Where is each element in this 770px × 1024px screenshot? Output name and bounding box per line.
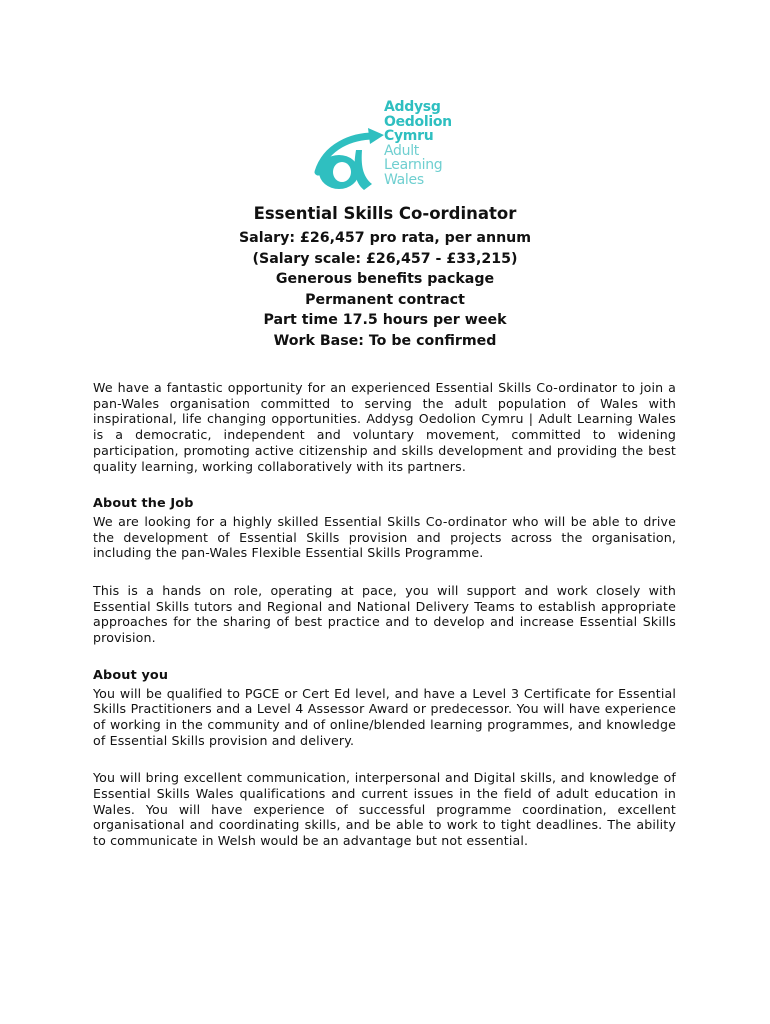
intro-paragraph: We have a fantastic opportunity for an experienced Essential Skills Co-ordinator to join a pan-Wales organisation committed to serving the adult population of Wales with inspirational, life changing opportunities. Addysg Oedolion Cymru | Adult Learning Wales is a democratic, independent and voluntary movement, committed to widening participation, promoting active citizenship and skills development and providing the best quality learning, working collaboratively with its partners.	[93, 380, 676, 474]
salary-scale: (Salary scale: £26,457 - £33,215)	[252, 250, 518, 267]
stylised-a-arrow-icon	[312, 128, 392, 192]
contract-type: Permanent contract	[305, 291, 465, 308]
working-hours: Part time 17.5 hours per week	[263, 312, 507, 328]
about-you-paragraph-2: You will bring excellent communication, interpersonal and Digital skills, and knowledge of Essential Skills Wales qualifications and current issues in the field of adult education in Wales. You will have experience of successful programme coordination, excellent organisational and coordinating skills, and be able to work to tight deadlines. The ability to communicate in Welsh would be an advantage but not essential.	[93, 770, 676, 849]
about-you-heading: About you	[93, 667, 169, 683]
about-job-paragraph-2: This is a hands on role, operating at pace, you will support and work closely with Essential Skills tutors and Regional and National Delivery Teams to establish appropriate approaches for the sharing of best practice and to develop and increase Essential Skills provision.	[93, 583, 676, 646]
about-job-heading: About the Job	[93, 496, 194, 512]
logo-welsh-line-2: Oedolion	[384, 113, 452, 130]
logo-welsh-line-1: Addysg	[384, 99, 441, 115]
job-description	[93, 380, 676, 849]
salary: Salary: £26,457 pro rata, per annum	[238, 230, 532, 246]
work-base: Work Base: To be confirmed	[273, 332, 497, 349]
organisation-logo	[312, 100, 462, 192]
logo-wordmark	[384, 100, 452, 188]
logo-english-line-3: Wales	[384, 171, 424, 188]
job-header	[0, 204, 770, 351]
logo-welsh-line-3: Cymru	[384, 128, 434, 145]
logo-english-line-1: Adult	[384, 142, 419, 159]
job-title: Essential Skills Co-ordinator	[253, 204, 517, 223]
about-job-paragraph-1: We are looking for a highly skilled Essential Skills Co-ordinator who will be able to drive the development of Essential Skills provision and projects across the organisation, including the pan-Wales Flexible Essential Skills Programme.	[93, 513, 676, 561]
benefits: Generous benefits package	[275, 271, 495, 287]
about-you-paragraph-1: You will be qualified to PGCE or Cert Ed level, and have a Level 3 Certificate for Essential Skills Practitioners and a Level 4 Assessor Award or predecessor. You will have experience of working in the community and of online/blended learning programmes, and knowledge of Essential Skills provision and delivery.	[93, 685, 676, 748]
logo-english-line-2: Learning	[384, 157, 443, 174]
